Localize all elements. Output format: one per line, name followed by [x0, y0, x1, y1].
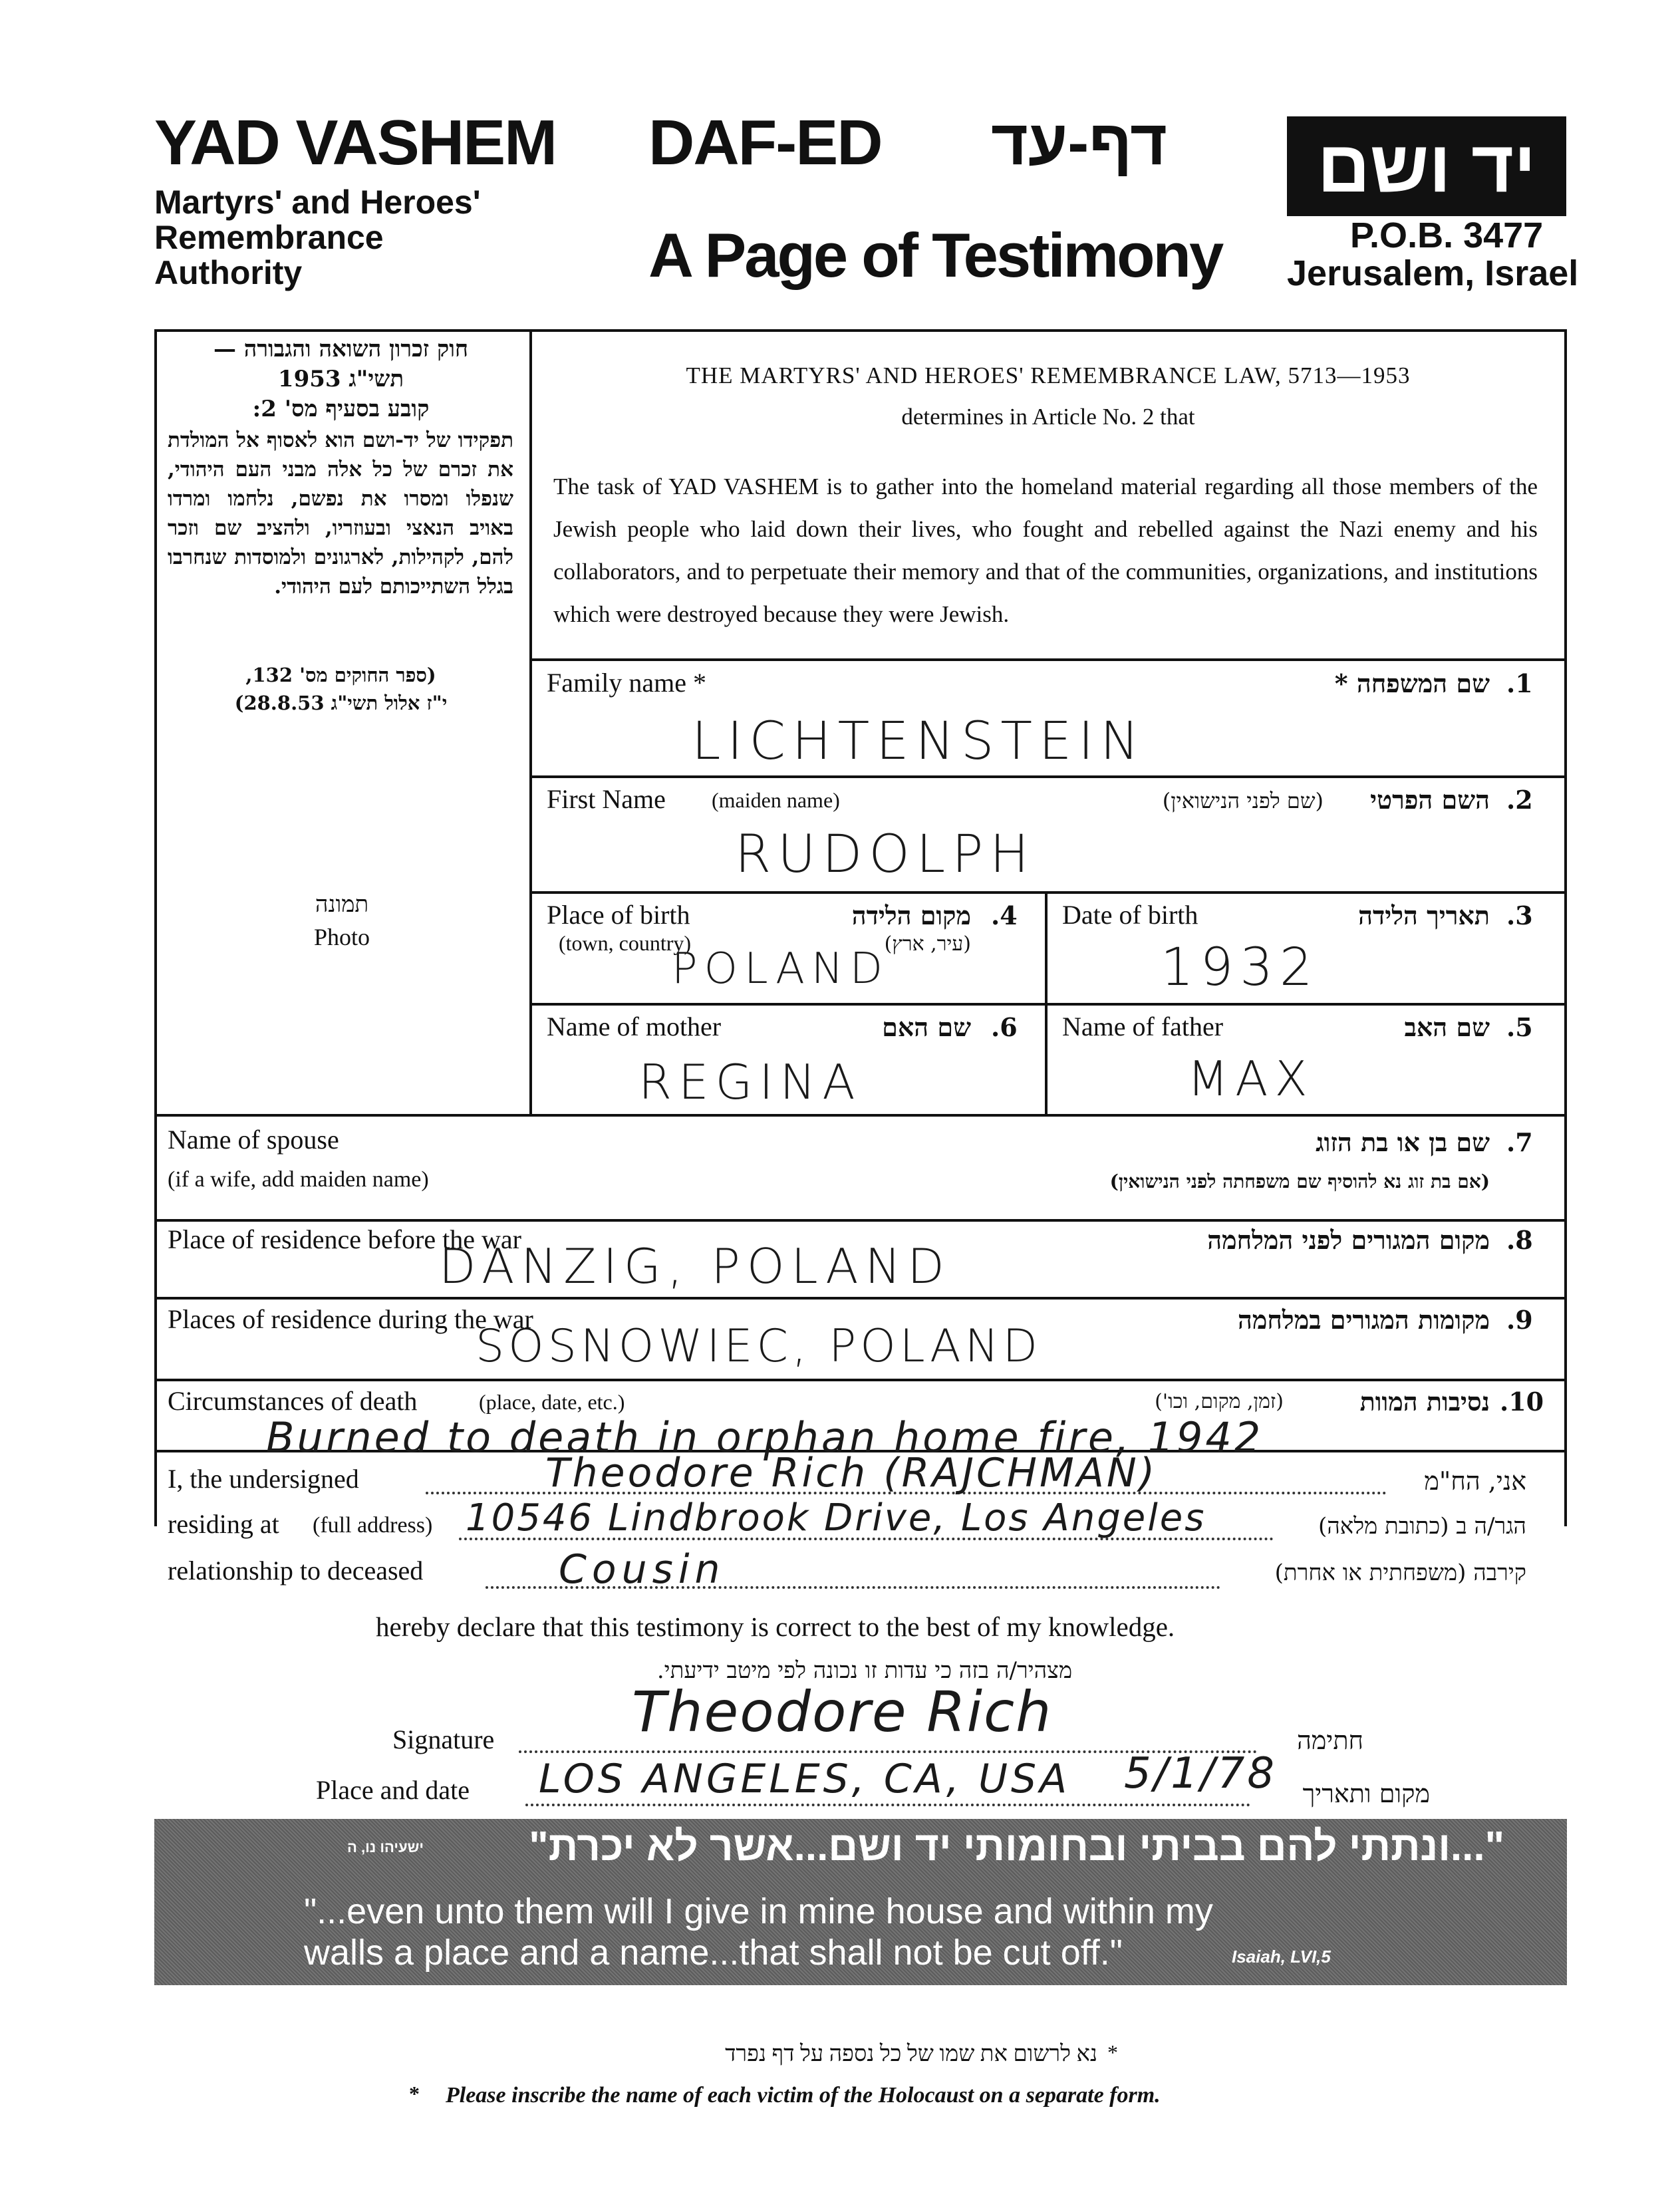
- date-value[interactable]: 5/1/78: [1124, 1749, 1277, 1798]
- residence-before-heb: מקום המגורים לפני המלחמה: [1207, 1225, 1490, 1255]
- law-heb-source2: י"ז אלול תשי"ג 28.8.53): [234, 692, 448, 714]
- family-name-heb: שם המשפחה *: [1334, 668, 1490, 698]
- father-heb: שם האב: [1404, 1012, 1490, 1042]
- place-date-heb: מקום ותאריך: [1302, 1779, 1430, 1808]
- place-of-birth-label-small: (town, country): [559, 931, 692, 955]
- banner-hebrew-ref: ישעיהו נו, ה: [347, 1839, 424, 1855]
- mother-heb: שם האם: [882, 1012, 971, 1042]
- declaration-statement-heb: מצהיר/ה בזה כי עדות זו נכונה לפי מיטב ידיעתי.: [656, 1657, 1073, 1684]
- address-label: residing at: [168, 1509, 279, 1539]
- residence-during-num: .9: [1506, 1305, 1533, 1335]
- org-name: YAD VASHEM: [154, 107, 557, 178]
- pob: P.O.B. 3477: [1350, 215, 1544, 255]
- place-date-label: Place and date: [316, 1775, 470, 1805]
- date-of-birth-value[interactable]: 1932: [1161, 938, 1320, 998]
- signature-heb: חתימה: [1296, 1726, 1363, 1755]
- isaiah-banner: [154, 1819, 1567, 1985]
- family-name-label: Family name *: [547, 668, 706, 698]
- mother-num: .6: [991, 1012, 1018, 1042]
- daf-ed-latin: DAF-ED: [648, 107, 882, 178]
- law-heb-body: תפקידו של יד-ושם הוא לאסוף אל המולדת את זכרם של כל אלה מבני העם היהודי, שנפלו ומסרו את נפשם, נלחמו ומרדו באויב הנאצי ובעוזריו, ולהציב שם וזכר להם, לקהילות, לארגונים ולמוסדות שנחרבו בגלל השתייכותם לעם היהודי.: [168, 428, 513, 599]
- spouse-heb-small: (אם בת זוג נא להוסיף שם משפחתה לפני הנישואין): [1109, 1170, 1490, 1192]
- relationship-label: relationship to deceased: [168, 1556, 424, 1585]
- father-value[interactable]: MAX: [1187, 1051, 1314, 1107]
- place-of-birth-heb-small: (עיר, ארץ): [884, 932, 971, 956]
- banner-hebrew-quote: "...ונתתי להם בביתי ובחומותי יד ושם...אשר לא יכרת": [529, 1824, 1504, 1869]
- residence-before-value[interactable]: DANZIG, POLAND: [439, 1238, 951, 1294]
- first-name-heb: השם הפרטי: [1370, 785, 1490, 815]
- place-of-birth-label: Place of birth: [547, 900, 690, 930]
- residence-during-value[interactable]: SOSNOWIEC, POLAND: [476, 1320, 1042, 1373]
- law-heb-line3: קובע בסעיף מס' 2:: [252, 396, 430, 422]
- banner-english-line2: walls a place and a name...that shall not be cut off.": [304, 1933, 1123, 1973]
- photo-hebrew-label: תמונה: [315, 891, 369, 918]
- residence-during-label: Places of residence during the war: [168, 1304, 533, 1334]
- org-subtitle-3: Authority: [154, 254, 303, 291]
- undersigned-value[interactable]: Theodore Rich (RAJCHMAN): [545, 1450, 1158, 1496]
- logo-hebrew-text: יד ושם: [1317, 125, 1536, 207]
- law-heb-source1: (ספר החוקים מס' 132,: [245, 664, 436, 686]
- mother-label: Name of mother: [547, 1012, 722, 1041]
- first-name-value[interactable]: RUDOLPH: [735, 825, 1036, 885]
- address-label-small: (full address): [313, 1513, 433, 1538]
- undersigned-label: I, the undersigned: [168, 1464, 359, 1494]
- yad-vashem-logo: [1287, 116, 1566, 216]
- signature-value[interactable]: Theodore Rich: [632, 1679, 1053, 1744]
- relationship-value[interactable]: Cousin: [559, 1546, 726, 1593]
- footer-english-note: Please inscribe the name of each victim of the Holocaust on a separate form.: [446, 2083, 1161, 2108]
- photo-english-label: Photo: [313, 924, 370, 950]
- undersigned-heb: אני, הח"מ: [1424, 1466, 1526, 1496]
- spouse-label-small: (if a wife, add maiden name): [168, 1167, 429, 1192]
- circumstances-heb: נסיבות המוות: [1359, 1387, 1490, 1417]
- banner-english-ref: Isaiah, LVI,5: [1232, 1947, 1331, 1967]
- first-name-label-small: (maiden name): [712, 788, 840, 812]
- first-name-heb-small: (שם לפני הנישואין): [1162, 788, 1324, 813]
- place-of-birth-value[interactable]: POLAND: [672, 944, 890, 994]
- date-of-birth-heb: תאריך הלידה: [1358, 900, 1490, 930]
- org-subtitle-1: Martyrs' and Heroes': [154, 184, 481, 221]
- signature-label: Signature: [392, 1724, 495, 1754]
- spouse-num: .7: [1506, 1127, 1533, 1157]
- footer-hebrew-note: נא לרשום את שמו של כל נספה על דף נפרד: [725, 2042, 1097, 2066]
- circumstances-heb-small: (זמן, מקום, וכו'): [1155, 1390, 1284, 1413]
- spouse-label: Name of spouse: [168, 1125, 339, 1155]
- mother-value[interactable]: REGINA: [638, 1054, 862, 1110]
- relationship-heb: קירבה (משפחתית או אחרת): [1274, 1560, 1526, 1586]
- footer-asterisk-en: *: [409, 2082, 420, 2106]
- father-num: .5: [1506, 1012, 1533, 1042]
- law-heb-line1: חוק זכרון השואה והגבורה —: [213, 336, 469, 362]
- first-name-num: .2: [1506, 785, 1533, 815]
- circumstances-label-small: (place, date, etc.): [479, 1390, 625, 1414]
- place-value[interactable]: LOS ANGELES, CA, USA: [539, 1756, 1071, 1802]
- date-of-birth-num: .3: [1506, 900, 1533, 930]
- law-en-title: THE MARTYRS' AND HEROES' REMEMBRANCE LAW, 5713—1953: [686, 362, 1411, 388]
- place-of-birth-num: .4: [991, 900, 1018, 930]
- family-name-num: .1: [1506, 668, 1533, 698]
- residence-during-heb: מקומות המגורים במלחמה: [1238, 1305, 1490, 1335]
- daf-ed-hebrew: דף-עד: [991, 107, 1167, 178]
- circumstances-num: .10: [1500, 1387, 1544, 1417]
- circumstances-label: Circumstances of death: [168, 1386, 418, 1416]
- date-of-birth-label: Date of birth: [1062, 900, 1198, 930]
- banner-english-line1: "...even unto them will I give in mine house and within my: [304, 1891, 1213, 1931]
- residence-before-num: .8: [1506, 1225, 1533, 1255]
- law-en-subtitle: determines in Article No. 2 that: [901, 404, 1195, 430]
- spouse-heb: שם בן או בת הזוג: [1316, 1127, 1490, 1157]
- city: Jerusalem, Israel: [1287, 253, 1579, 293]
- circumstances-value[interactable]: Burned to death in orphan home fire, 1942: [266, 1413, 1264, 1462]
- first-name-label: First Name: [547, 784, 666, 814]
- org-subtitle-2: Remembrance: [154, 219, 384, 256]
- page-title: A Page of Testimony: [648, 220, 1222, 290]
- footer-asterisk-heb: *: [1107, 2040, 1118, 2064]
- law-en-body: The task of YAD VASHEM is to gather into the homeland material regarding all those members of the Jewish people who laid down their lives, who fought and rebelled against the Nazi enemy and his collaborators, and to perpetuate their memory and that of the communities, organizations, and institutions which were destroyed because they were Jewish.: [553, 474, 1538, 627]
- place-of-birth-heb: מקום הלידה: [851, 900, 971, 930]
- residence-before-label: Place of residence before the war: [168, 1224, 521, 1254]
- address-heb: הגר/ה ב (כתובת מלאה): [1318, 1513, 1526, 1540]
- father-label: Name of father: [1062, 1012, 1224, 1041]
- declaration-statement: hereby declare that this testimony is correct to the best of my knowledge.: [376, 1611, 1175, 1642]
- law-heb-line2: תשי"ג 1953: [277, 366, 404, 392]
- family-name-value[interactable]: LICHTENSTEIN: [692, 712, 1146, 771]
- address-value[interactable]: 10546 Lindbrook Drive, Los Angeles: [466, 1496, 1206, 1540]
